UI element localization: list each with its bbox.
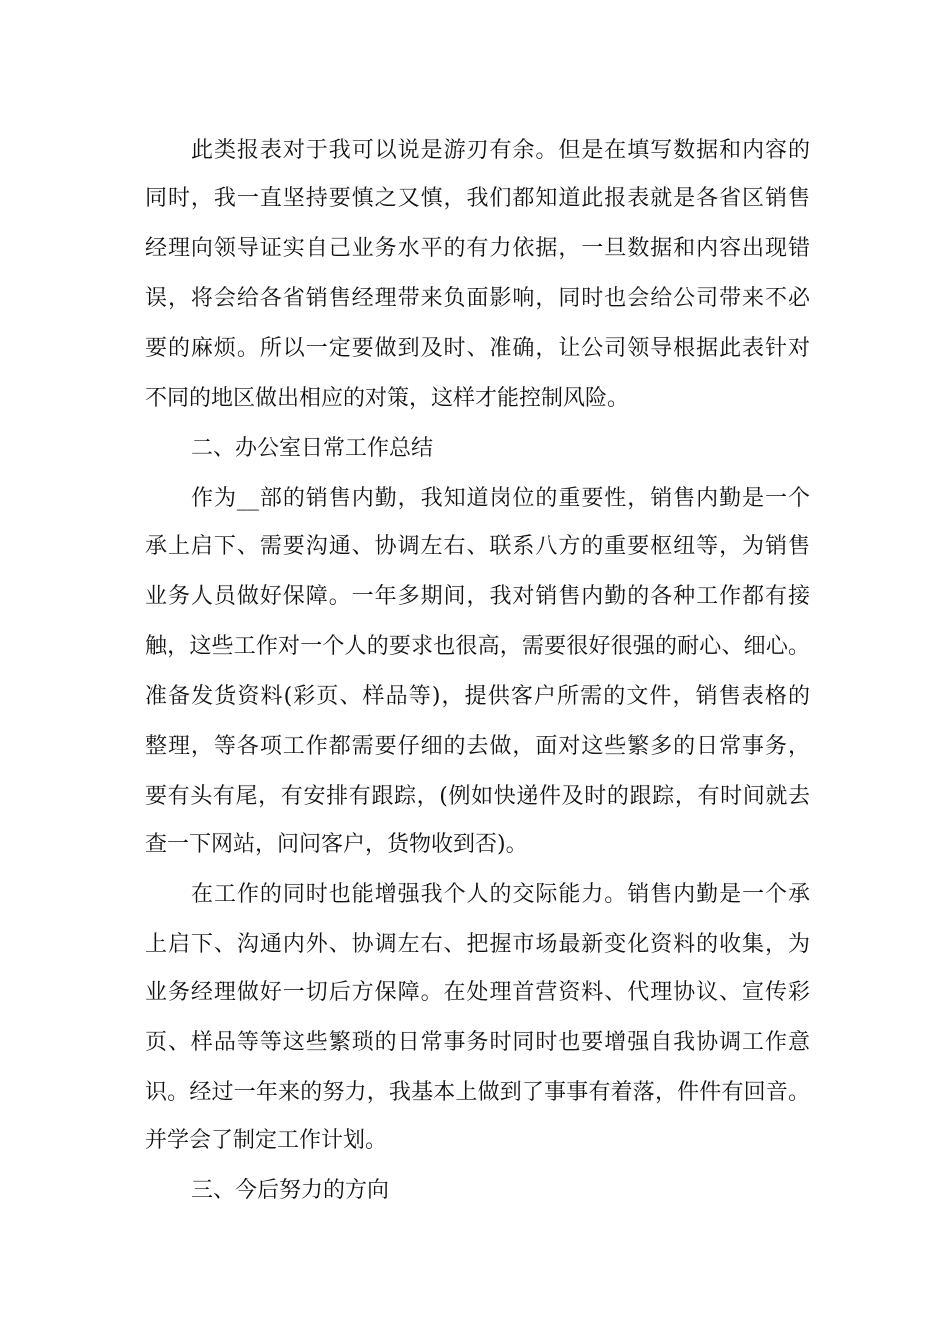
paragraph-line: 触，这些工作对一个人的要求也很高，需要很好很强的耐心、细心。 <box>145 634 810 659</box>
paragraph-line: 要有头有尾，有安排有跟踪，(例如快递件及时的跟踪，有时间就去 <box>145 784 810 809</box>
paragraph-line: 业务人员做好保障。一年多期间，我对销售内勤的各种工作都有接 <box>145 584 810 609</box>
paragraph-line: 不同的地区做出相应的对策，这样才能控制风险。 <box>145 386 630 411</box>
paragraph-line: 业务经理做好一切后方保障。在处理首营资料、代理协议、宣传彩 <box>145 980 810 1005</box>
paragraph-line: 查一下网站，问问客户，货物收到否)。 <box>145 832 528 857</box>
section-heading: 三、今后努力的方向 <box>191 1178 390 1203</box>
paragraph-line: 作为__部的销售内勤，我知道岗位的重要性，销售内勤是一个 <box>191 486 810 511</box>
paragraph-line: 整理，等各项工作都需要仔细的去做，面对这些繁多的日常事务， <box>145 734 810 759</box>
paragraph-line: 并学会了制定工作计划。 <box>145 1128 388 1153</box>
section-heading: 二、办公室日常工作总结 <box>191 436 434 461</box>
paragraph-line: 识。经过一年来的努力，我基本上做到了事事有着落，件件有回音。 <box>145 1080 810 1105</box>
paragraph-line: 在工作的同时也能增强我个人的交际能力。销售内勤是一个承 <box>191 882 810 907</box>
paragraph-line: 承上启下、需要沟通、协调左右、联系八方的重要枢纽等，为销售 <box>145 534 810 559</box>
paragraph-line: 准备发货资料(彩页、样品等)，提供客户所需的文件，销售表格的 <box>145 684 810 709</box>
paragraph-line: 上启下、沟通内外、协调左右、把握市场最新变化资料的收集，为 <box>145 932 810 957</box>
paragraph-line: 要的麻烦。所以一定要做到及时、准确，让公司领导根据此表针对 <box>145 336 810 361</box>
paragraph-line: 误，将会给各省销售经理带来负面影响，同时也会给公司带来不必 <box>145 286 810 311</box>
paragraph-line: 经理向领导证实自己业务水平的有力依据，一旦数据和内容出现错 <box>145 236 810 261</box>
paragraph-line: 同时，我一直坚持要慎之又慎，我们都知道此报表就是各省区销售 <box>145 186 810 211</box>
paragraph-line: 此类报表对于我可以说是游刃有余。但是在填写数据和内容的 <box>191 138 810 163</box>
paragraph-line: 页、样品等等这些繁琐的日常事务时同时也要增强自我协调工作意 <box>145 1030 810 1055</box>
